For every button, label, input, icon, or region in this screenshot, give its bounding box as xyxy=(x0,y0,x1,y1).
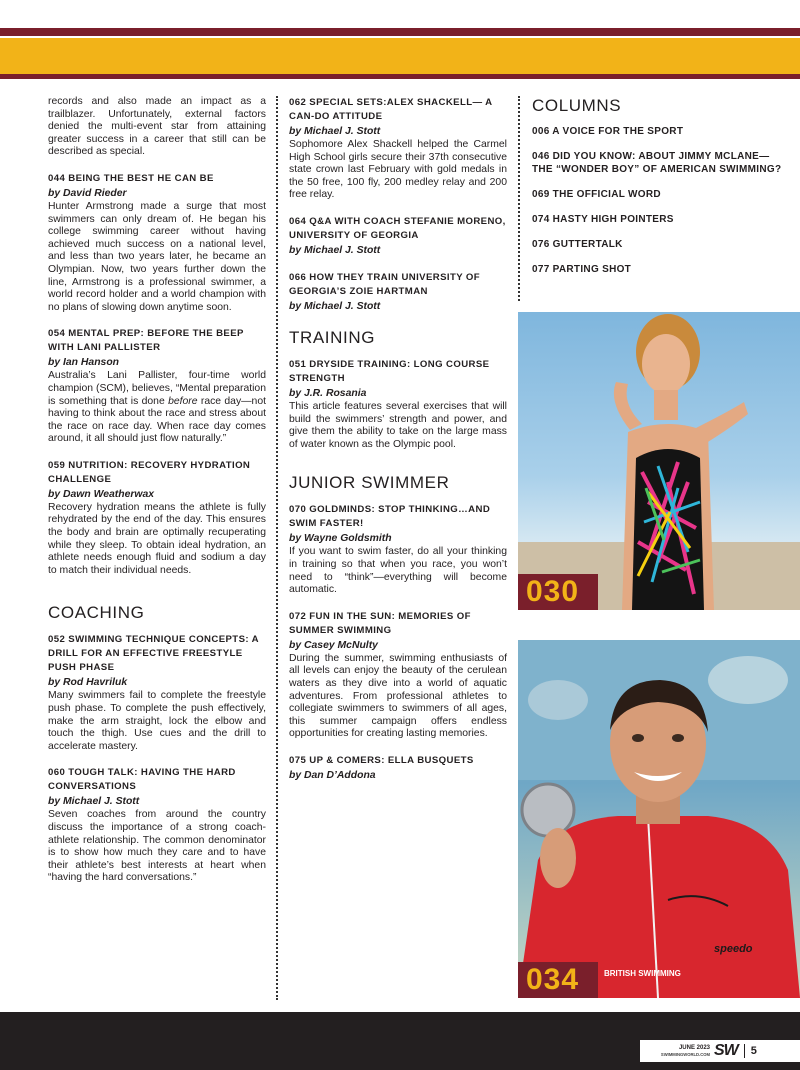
article-062[interactable] xyxy=(289,96,507,202)
article-title: 060 TOUGH TALK: HAVING THE HARD CONVERSATIONS xyxy=(48,767,236,793)
article-byline: by Wayne Goldsmith xyxy=(289,533,392,545)
columns-item[interactable]: 069 THE OFFICIAL WORD xyxy=(532,189,661,200)
article-text-part: race day—not having to think about the race and stress about the race on race day. When race day comes around, it all should just flow naturally.” xyxy=(48,395,266,445)
swimmer-stretching-illustration xyxy=(518,312,800,610)
article-title: 072 FUN IN THE SUN: MEMORIES OF SUMMER SWIMMING xyxy=(289,610,471,636)
footer-separator xyxy=(744,1044,745,1058)
article-byline: by Michael J. Stott xyxy=(289,126,381,137)
article-byline: by Michael J. Stott xyxy=(48,796,140,808)
section-heading-junior-swimmer: JUNIOR SWIMMER xyxy=(289,473,450,493)
suit-brand-text: speedo xyxy=(714,943,753,955)
column-right xyxy=(532,96,782,288)
column-divider-1 xyxy=(276,96,278,1000)
column-middle xyxy=(289,96,507,796)
page-number: 5 xyxy=(750,1045,757,1057)
page-badge-030: 030 xyxy=(518,574,598,610)
sw-logo: SW xyxy=(714,1042,738,1059)
article-title: 059 NUTRITION: RECOVERY HYDRATION CHALLENGE xyxy=(48,459,251,485)
columns-item[interactable]: 046 DID YOU KNOW: ABOUT JIMMY MCLANE—THE “WONDER BOY” OF AMERICAN SWIMMING? xyxy=(532,151,782,175)
columns-item[interactable]: 076 GUTTERTALK xyxy=(532,239,623,250)
article-052[interactable] xyxy=(48,633,266,753)
columns-item[interactable]: 074 HASTY HIGH POINTERS xyxy=(532,214,674,225)
article-byline: by J.R. Rosania xyxy=(289,387,367,399)
article-054[interactable] xyxy=(48,327,266,446)
article-text xyxy=(48,370,266,446)
article-title: 064 Q&A WITH COACH STEFANIE MORENO, UNIVERSITY OF GEORGIA xyxy=(289,215,506,241)
article-066[interactable] xyxy=(289,271,507,314)
article-064[interactable] xyxy=(289,215,507,258)
article-text: Sophomore Alex Shackell helped the Carmel High School girls secure their 37th consecutive state crown last February with gold medals in the 50 free, 100 fly, 200 medley relay and 200 free relay. xyxy=(289,139,507,201)
page-badge-034: 034 xyxy=(518,962,598,998)
article-text: Many swimmers fail to complete the freestyle push phase. To complete the push effectively, make the arm straight, lock the elbow and touch the thigh. Use cues and the drill to accelerate mastery. xyxy=(48,690,266,752)
article-072[interactable] xyxy=(289,610,507,741)
article-byline: by Ian Hanson xyxy=(48,357,120,369)
header-gold-band xyxy=(0,38,800,74)
article-title: 051 DRYSIDE TRAINING: LONG COURSE STRENGTH xyxy=(289,358,490,384)
article-title: 075 UP & COMERS: ELLA BUSQUETS xyxy=(289,754,474,766)
columns-item[interactable]: 077 PARTING SHOT xyxy=(532,264,632,275)
article-059[interactable] xyxy=(48,459,266,578)
article-text: If you want to swim faster, do all your thinking in training so that when you race, you won’t need to “think”—everything will become automatic. xyxy=(289,546,507,596)
column-divider-2 xyxy=(518,96,520,301)
article-title: 070 GOLDMINDS: STOP THINKING…AND SWIM FASTER! xyxy=(289,504,491,530)
header-maroon-stripe-bottom xyxy=(0,74,800,79)
swimmer-medal-illustration xyxy=(518,640,800,998)
article-byline: by Dan D’Addona xyxy=(289,769,376,781)
article-byline: by Michael J. Stott xyxy=(289,244,381,256)
article-byline: by David Rieder xyxy=(48,187,127,199)
footer-date: JUNE 2023 xyxy=(678,1045,710,1051)
footer-url: SWIMMINGWORLD.COM xyxy=(660,1052,710,1057)
article-text: Hunter Armstrong made a surge that most swimmers can only dream of. He began his college swimming career without having achieved much success on a national level, and less than two years later, he became an Olympian. Now, two years further down the line, Armstrong is a professional swimmer, a world record holder and a world champion with no plans of slowing down anytime soon. xyxy=(48,200,266,313)
article-byline: by Rod Havriluk xyxy=(48,677,128,689)
photo-swimmer-stretching[interactable] xyxy=(518,312,800,610)
article-text-part: Australia’s Lani Pallister, four-time world champion (SCM), believes, “Mental preparation is something that is done xyxy=(48,370,266,407)
cap-brand-text: BRITISH SWIMMING xyxy=(604,969,681,978)
article-text-emphasis: before xyxy=(168,395,198,407)
article-text: Seven coaches from around the country discuss the importance of a strong coach-athlete relationship. The common denominator is to show how much they care and to have their athlete’s best interests at heart when “having the hard conversations.” xyxy=(48,809,266,884)
article-060[interactable] xyxy=(48,766,266,885)
article-044[interactable] xyxy=(48,172,266,314)
article-title: 054 MENTAL PREP: BEFORE THE BEEP WITH LANI PALLISTER xyxy=(48,328,244,354)
section-heading-coaching: COACHING xyxy=(48,603,145,623)
article-070[interactable] xyxy=(289,503,507,596)
column-left xyxy=(48,96,266,898)
article-075[interactable] xyxy=(289,754,507,783)
article-title: 066 HOW THEY TRAIN UNIVERSITY OF GEORGIA’S ZOIE HARTMAN xyxy=(289,271,481,297)
section-heading-training: TRAINING xyxy=(289,327,376,347)
photo-swimmer-medal[interactable] xyxy=(518,640,800,998)
article-text: Recovery hydration means the athlete is fully rehydrated by the end of the day. This ensures the body and brain are optimally recuperating while they sleep. To obtain ideal hydration, an athlete needs enough fluid and sodium a day to match their individual needs. xyxy=(48,501,266,576)
article-title: 062 SPECIAL SETS:ALEX SHACKELL— A CAN-DO ATTITUDE xyxy=(289,97,493,122)
article-text: During the summer, swimming enthusiasts of all levels can enjoy the beauty of the cerulean waters as they dive into a world of aquatic adventures. From professional athletes to collegiate swimmers to swimmers of all ages, this summer campaign offers endless opportunities for creating lasting memories. xyxy=(289,652,507,740)
columns-item[interactable]: 006 A VOICE FOR THE SPORT xyxy=(532,126,684,137)
article-byline: by Casey McNulty xyxy=(289,639,378,651)
intro-text: records and also made an impact as a trailblazer. Unfortunately, external factors denied the multi-event star from attaining greater success in a career that still can be described as special. xyxy=(48,96,266,158)
article-text: This article features several exercises that will build the swimmers’ strength and power, and give them the ability to take on the large mass of water known as the Olympic pool. xyxy=(289,400,507,450)
footer-date-block xyxy=(648,1045,710,1057)
article-byline: by Dawn Weatherwax xyxy=(48,488,155,500)
article-title: 052 SWIMMING TECHNIQUE CONCEPTS: A DRILL FOR AN EFFECTIVE FREESTYLE PUSH PHASE xyxy=(48,634,259,674)
article-title: 044 BEING THE BEST HE CAN BE xyxy=(48,172,214,184)
article-051[interactable] xyxy=(289,358,507,451)
header-maroon-stripe xyxy=(0,28,800,36)
article-byline: by Michael J. Stott xyxy=(289,300,381,312)
footer-folio xyxy=(640,1040,800,1062)
section-heading-columns: COLUMNS xyxy=(532,96,622,115)
